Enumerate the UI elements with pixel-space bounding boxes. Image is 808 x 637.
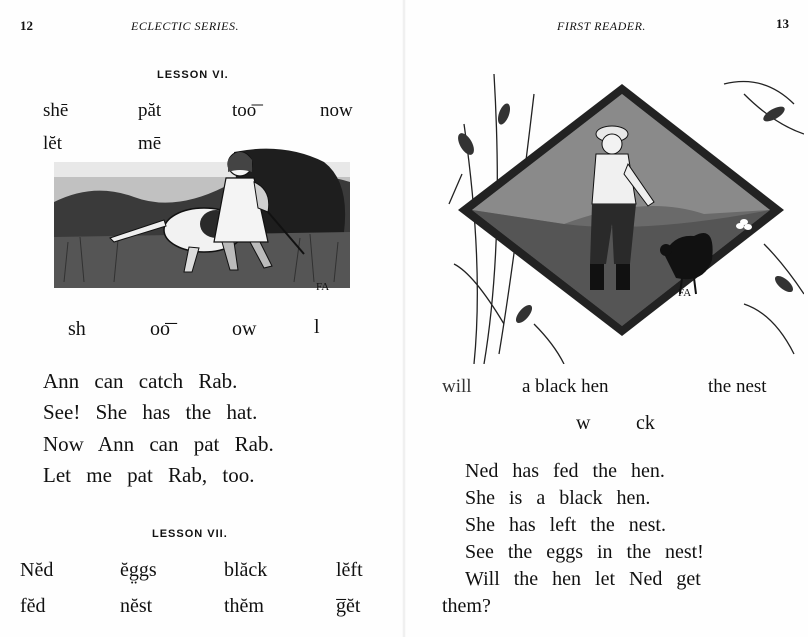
running-head: FIRST READER. (557, 19, 646, 33)
reading-line: See! She has the hat. (43, 400, 258, 424)
reading-line: Will the hen let Ned get (465, 568, 701, 590)
reading-line: She is a black hen. (465, 487, 651, 509)
vocab-word: too͞ (232, 100, 257, 121)
running-head: ECLECTIC SERIES. (131, 19, 240, 33)
vocab-word: will (442, 376, 472, 397)
vocab-word: a black hen (522, 376, 609, 397)
reading-line: Let me pat Rab, too. (43, 463, 255, 487)
vocab-word: păt (138, 100, 162, 121)
vocab-word: now (320, 100, 353, 121)
vocab-word: lĕft (336, 559, 363, 581)
lesson-heading: LESSON VI. (157, 69, 229, 81)
svg-text:FA: FA (678, 287, 692, 299)
vocab-word: shē (43, 100, 69, 121)
page-number: 13 (776, 16, 789, 31)
reading-line: Now Ann can pat Rab. (43, 432, 274, 456)
reading-line: Ned has fed the hen. (465, 460, 665, 482)
svg-text:FA: FA (316, 281, 330, 293)
phonic-sound: ow (232, 318, 257, 340)
vocab-word: Nĕd (20, 559, 54, 581)
right-page (404, 0, 808, 637)
phonic-sound: ck (636, 412, 655, 434)
vocab-word: the nest (708, 376, 767, 397)
vocab-word: g̅ĕt (336, 595, 361, 617)
phonic-sound: sh (68, 318, 86, 340)
reading-line: Ann can catch Rab. (43, 369, 238, 393)
vocab-word: blăck (224, 559, 268, 581)
phonic-sound: oo͞ (150, 318, 170, 340)
reading-line: them? (442, 595, 491, 617)
vocab-word: ĕg̤gs (120, 559, 157, 581)
boy-feeding-hen-illustration (444, 64, 804, 364)
phonic-sound: w (576, 412, 591, 434)
reading-line: She has left the nest. (465, 514, 666, 536)
vocab-word: fĕd (20, 595, 46, 617)
vocab-word: thĕm (224, 595, 264, 617)
girl-with-dog-illustration (54, 142, 350, 298)
vocab-word: mē (138, 133, 162, 154)
lesson-heading: LESSON VII. (152, 528, 228, 540)
vocab-word: lĕt (43, 133, 62, 154)
phonic-sound: l (314, 316, 320, 338)
reading-line: See the eggs in the nest! (465, 541, 704, 563)
page-number: 12 (20, 18, 33, 33)
vocab-word: nĕst (120, 595, 153, 617)
